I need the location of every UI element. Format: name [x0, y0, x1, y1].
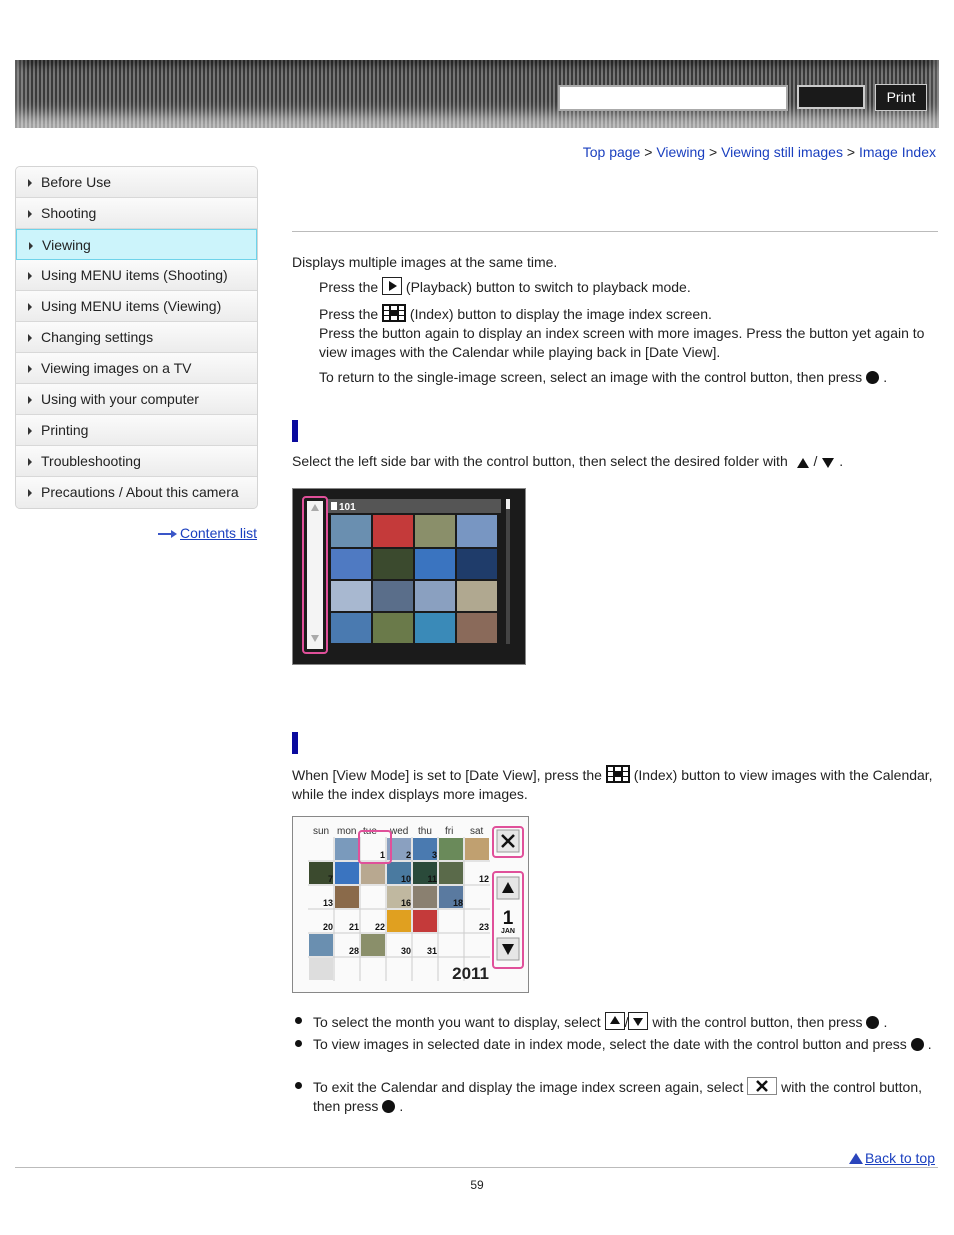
triangle-right-icon: [28, 489, 32, 497]
back-to-top-link[interactable]: Back to top: [849, 1150, 935, 1166]
svg-text:21: 21: [348, 922, 359, 932]
bullet-icon: [295, 1082, 302, 1089]
svg-text:13: 13: [322, 898, 333, 908]
print-button[interactable]: Print: [875, 84, 927, 111]
svg-text:mon: mon: [337, 826, 357, 837]
svg-text:sun: sun: [313, 826, 330, 837]
down-button-icon: [628, 1012, 648, 1030]
svg-text:11: 11: [427, 874, 437, 884]
svg-text:28: 28: [348, 946, 359, 956]
triangle-down-icon: [821, 457, 835, 469]
step-1: Press the (Playback) button to switch to playback mode.: [319, 279, 691, 295]
triangle-right-icon: [28, 272, 32, 280]
section-marker: [292, 420, 298, 442]
center-button-icon: [866, 1016, 879, 1029]
sidebar-item-viewing-on-tv[interactable]: Viewing images on a TV: [16, 353, 257, 384]
close-button-icon: [747, 1077, 777, 1095]
up-button-icon: [605, 1012, 625, 1030]
calendar-month-number: 1: [502, 908, 514, 929]
folder-number: 101: [339, 502, 356, 513]
svg-text:30: 30: [400, 946, 411, 956]
bullet-icon: [295, 1017, 302, 1024]
contents-list-link[interactable]: Contents list: [158, 525, 257, 541]
breadcrumb-separator: >: [708, 144, 718, 160]
bullet-icon: [295, 1040, 302, 1047]
calendar-month-name: JAN: [500, 928, 516, 935]
breadcrumb-viewing-still-images[interactable]: Viewing still images: [721, 144, 843, 160]
thumbnail-grid: [331, 515, 497, 643]
index-icon: [606, 765, 630, 783]
arrow-right-icon: [158, 530, 178, 538]
svg-text:16: 16: [400, 898, 411, 908]
calendar-year: 2011: [452, 964, 489, 983]
playback-icon: [382, 277, 402, 295]
triangle-up-icon: [796, 457, 810, 469]
page-number: 59: [470, 1178, 484, 1192]
center-button-icon: [382, 1100, 395, 1113]
bullet-exit-calendar: To exit the Calendar and display the image index screen again, select with the control button, then press .: [313, 1079, 923, 1114]
calendar-thumbnails: [309, 838, 489, 956]
section2-text: When [View Mode] is set to [Date View], press the (Index) button to view images with the Calendar, while the index displays more images.: [292, 767, 933, 802]
intro-text: Displays multiple images at the same time.: [292, 254, 558, 270]
sidebar-item-shooting[interactable]: Shooting: [16, 198, 257, 229]
breadcrumb-separator: >: [644, 144, 653, 160]
svg-text:23: 23: [478, 922, 489, 932]
title-divider: [292, 231, 938, 232]
svg-text:22: 22: [374, 922, 385, 932]
weekday-header: [313, 826, 484, 837]
calendar-screenshot: [292, 816, 529, 993]
svg-text:fri: fri: [445, 826, 454, 837]
sidebar-nav: [15, 166, 258, 509]
svg-text:7: 7: [327, 874, 333, 884]
breadcrumb: [583, 144, 936, 160]
triangle-right-icon: [28, 365, 32, 373]
triangle-right-icon: [28, 458, 32, 466]
bullet-view-date: To view images in selected date in index mode, select the date with the control button and press .: [313, 1036, 932, 1052]
sidebar-item-computer[interactable]: Using with your computer: [16, 384, 257, 415]
svg-text:31: 31: [426, 946, 437, 956]
triangle-right-icon: [28, 334, 32, 342]
sidebar-item-viewing[interactable]: Viewing: [16, 229, 257, 260]
breadcrumb-separator: >: [846, 144, 856, 160]
step-2: Press the (Index) button to display the image index screen. Press the button again to display an index screen with more images. Press the button yet again to view images with the Calendar while playing back in [Date View].: [319, 306, 925, 360]
svg-text:tue: tue: [363, 826, 377, 837]
step-3: To return to the single-image screen, select an image with the control button, then press .: [319, 369, 888, 385]
center-button-icon: [866, 371, 879, 384]
triangle-right-icon: [28, 210, 32, 218]
triangle-up-icon: [849, 1153, 863, 1164]
breadcrumb-top-page[interactable]: Top page: [582, 144, 641, 160]
svg-text:thu: thu: [418, 826, 432, 837]
folder-side-bar: [307, 501, 323, 649]
image-index-screenshot: [292, 488, 526, 665]
sidebar-item-precautions[interactable]: Precautions / About this camera: [16, 477, 257, 508]
svg-text:10: 10: [400, 874, 411, 884]
triangle-right-icon: [29, 242, 33, 250]
svg-text:wed: wed: [390, 826, 409, 837]
sidebar-item-before-use[interactable]: Before Use: [16, 167, 257, 198]
sidebar-item-troubleshooting[interactable]: Troubleshooting: [16, 446, 257, 477]
index-icon: [382, 304, 406, 322]
triangle-right-icon: [28, 303, 32, 311]
triangle-right-icon: [28, 427, 32, 435]
breadcrumb-image-index[interactable]: Image Index: [858, 144, 936, 160]
svg-text:3: 3: [431, 850, 437, 860]
svg-text:18: 18: [452, 898, 463, 908]
folder-icon: [331, 502, 337, 510]
svg-text:sat: sat: [470, 826, 484, 837]
svg-text:12: 12: [478, 874, 489, 884]
sidebar-item-menu-shooting[interactable]: Using MENU items (Shooting): [16, 260, 257, 291]
triangle-right-icon: [28, 179, 32, 187]
search-button[interactable]: [797, 85, 865, 109]
bullet-select-month: To select the month you want to display, select / with the control button, then press .: [313, 1014, 888, 1030]
triangle-right-icon: [28, 396, 32, 404]
svg-text:1: 1: [379, 850, 385, 860]
sidebar-item-printing[interactable]: Printing: [16, 415, 257, 446]
section-marker: [292, 732, 298, 754]
sidebar-item-changing-settings[interactable]: Changing settings: [16, 322, 257, 353]
svg-text:2: 2: [405, 850, 411, 860]
search-input[interactable]: [558, 85, 788, 111]
footer-divider: [15, 1167, 938, 1168]
breadcrumb-viewing[interactable]: Viewing: [656, 144, 706, 160]
sidebar-item-menu-viewing[interactable]: Using MENU items (Viewing): [16, 291, 257, 322]
center-button-icon: [911, 1038, 924, 1051]
section1-text: Select the left side bar with the control button, then select the desired folder with / .: [292, 453, 844, 469]
image-index-screen: [293, 489, 525, 664]
svg-text:20: 20: [322, 922, 333, 932]
calendar-screen: [293, 817, 528, 992]
